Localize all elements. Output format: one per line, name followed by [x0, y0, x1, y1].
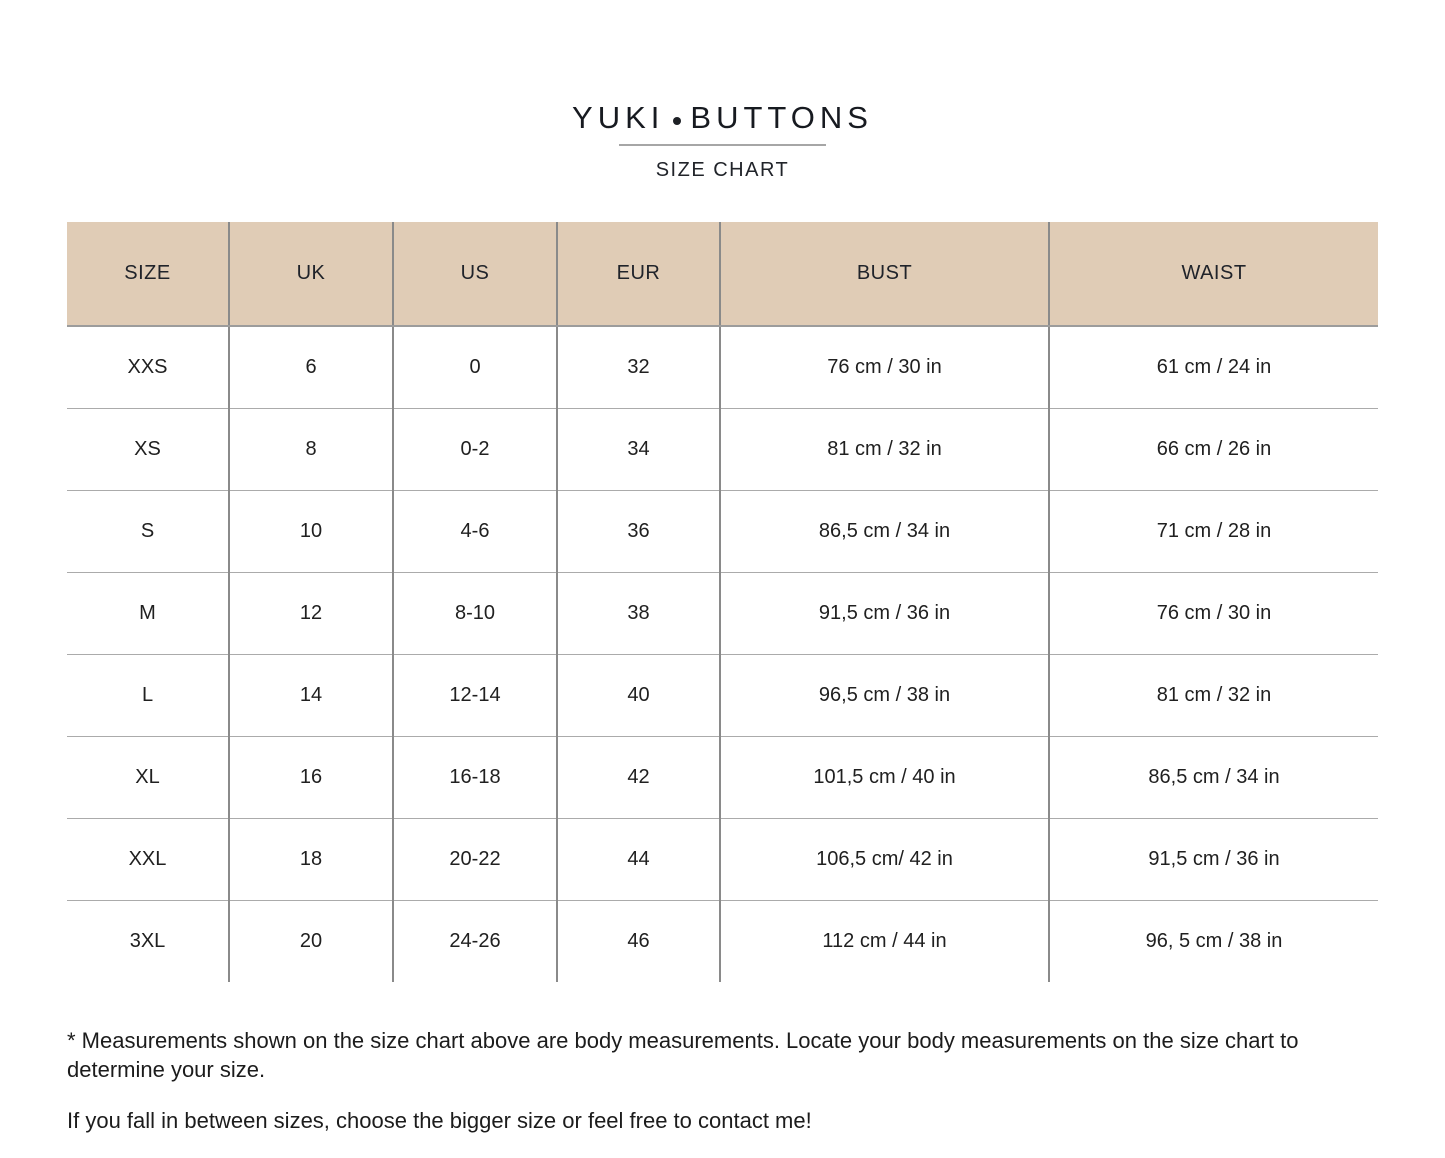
col-header-waist: WAIST: [1049, 222, 1378, 326]
cell-bust: 81 cm / 32 in: [720, 409, 1049, 491]
brand-dot-icon: [673, 117, 681, 125]
col-header-size: SIZE: [67, 222, 229, 326]
cell-bust: 112 cm / 44 in: [720, 901, 1049, 983]
cell-bust: 101,5 cm / 40 in: [720, 737, 1049, 819]
cell-us: 0-2: [393, 409, 557, 491]
cell-uk: 8: [229, 409, 393, 491]
cell-uk: 20: [229, 901, 393, 983]
cell-bust: 91,5 cm / 36 in: [720, 573, 1049, 655]
cell-eur: 34: [557, 409, 720, 491]
cell-us: 8-10: [393, 573, 557, 655]
brand-underline: [619, 144, 826, 146]
col-header-uk: UK: [229, 222, 393, 326]
cell-uk: 12: [229, 573, 393, 655]
cell-size: XXS: [67, 326, 229, 409]
cell-waist: 76 cm / 30 in: [1049, 573, 1378, 655]
cell-uk: 10: [229, 491, 393, 573]
cell-size: M: [67, 573, 229, 655]
cell-eur: 36: [557, 491, 720, 573]
cell-eur: 38: [557, 573, 720, 655]
cell-waist: 86,5 cm / 34 in: [1049, 737, 1378, 819]
cell-waist: 91,5 cm / 36 in: [1049, 819, 1378, 901]
row-xl: [67, 737, 1378, 819]
cell-waist: 66 cm / 26 in: [1049, 409, 1378, 491]
row-s: [67, 491, 1378, 573]
cell-bust: 76 cm / 30 in: [720, 326, 1049, 409]
cell-bust: 96,5 cm / 38 in: [720, 655, 1049, 737]
cell-bust: 86,5 cm / 34 in: [720, 491, 1049, 573]
cell-us: 4-6: [393, 491, 557, 573]
cell-waist: 96, 5 cm / 38 in: [1049, 901, 1378, 983]
cell-eur: 46: [557, 901, 720, 983]
cell-uk: 16: [229, 737, 393, 819]
row-xxl: [67, 819, 1378, 901]
cell-size: L: [67, 655, 229, 737]
size-chart-table: [67, 222, 1378, 982]
note-between-sizes: If you fall in between sizes, choose the bigger size or feel free to contact me!: [67, 1108, 812, 1134]
cell-waist: 81 cm / 32 in: [1049, 655, 1378, 737]
col-header-bust: BUST: [720, 222, 1049, 326]
brand-name: [0, 100, 1445, 136]
cell-uk: 6: [229, 326, 393, 409]
cell-eur: 40: [557, 655, 720, 737]
cell-size: 3XL: [67, 901, 229, 983]
brand-name-right: BUTTONS: [690, 100, 873, 135]
page-subtitle: SIZE CHART: [655, 159, 790, 181]
row-xxs: [67, 326, 1378, 409]
brand-name-left: YUKI: [572, 100, 665, 135]
header-row: [67, 222, 1378, 326]
col-header-eur: EUR: [557, 222, 720, 326]
row-l: [67, 655, 1378, 737]
cell-eur: 42: [557, 737, 720, 819]
cell-size: S: [67, 491, 229, 573]
cell-us: 0: [393, 326, 557, 409]
cell-eur: 32: [557, 326, 720, 409]
cell-bust: 106,5 cm/ 42 in: [720, 819, 1049, 901]
row-3xl: [67, 901, 1378, 983]
cell-size: XS: [67, 409, 229, 491]
cell-size: XL: [67, 737, 229, 819]
cell-us: 20-22: [393, 819, 557, 901]
cell-us: 24-26: [393, 901, 557, 983]
cell-uk: 18: [229, 819, 393, 901]
cell-us: 12-14: [393, 655, 557, 737]
col-header-us: US: [393, 222, 557, 326]
cell-eur: 44: [557, 819, 720, 901]
note-measurements: * Measurements shown on the size chart above are body measurements. Locate your body measurements on the size chart to determine your size.: [67, 1028, 1299, 1083]
brand-header: [0, 100, 1445, 182]
cell-us: 16-18: [393, 737, 557, 819]
cell-size: XXL: [67, 819, 229, 901]
footnotes: [67, 1026, 1378, 1135]
cell-waist: 61 cm / 24 in: [1049, 326, 1378, 409]
cell-uk: 14: [229, 655, 393, 737]
row-xs: [67, 409, 1378, 491]
cell-waist: 71 cm / 28 in: [1049, 491, 1378, 573]
row-m: [67, 573, 1378, 655]
